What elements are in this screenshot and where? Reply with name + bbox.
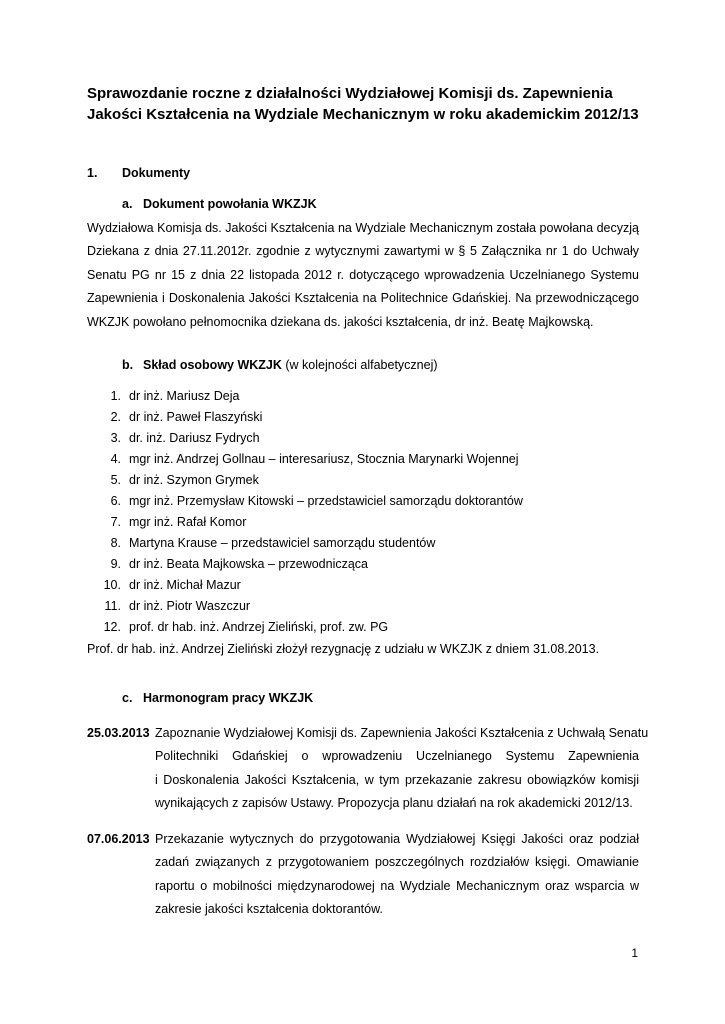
paragraph-line: Wydziałowa Komisja ds. Jakości Kształcenia na Wydziale Mechanicznym została powołana decyzją — [87, 221, 639, 235]
member-name: dr inż. Paweł Flaszyński — [129, 410, 263, 424]
list-number: 4. — [110, 452, 121, 466]
resignation-note: Prof. dr hab. inż. Andrzej Zieliński złożył rezygnację z udziału w WKZJK z dniem 31.08.2013. — [87, 642, 600, 656]
list-number: 3. — [110, 431, 121, 445]
member-name: prof. dr hab. inż. Andrzej Zieliński, prof. zw. PG — [129, 620, 389, 634]
schedule-date: 07.06.2013 — [87, 832, 150, 846]
member-name: dr inż. Piotr Waszczur — [129, 599, 251, 613]
member-name: dr inż. Szymon Grymek — [129, 473, 259, 487]
member-name: dr inż. Mariusz Deja — [129, 389, 240, 403]
member-name: mgr inż. Andrzej Gollnau – interesariusz, Stocznia Marynarki Wojennej — [129, 452, 519, 466]
title-line: Sprawozdanie roczne z działalności Wydziałowej Komisji ds. Zapewnienia — [87, 85, 613, 102]
paragraph-line: Senatu PG nr 15 z dnia 22 listopada 2012 r. dotyczącego wprowadzenia Uczelnianego Systemu — [87, 267, 639, 282]
subsection-marker: b. — [122, 358, 134, 372]
description-line: raportu o mobilności międzynarodowej na Wydziale Mechanicznym oraz wsparcia w — [155, 878, 639, 893]
list-number: 2. — [110, 410, 121, 424]
subsection-heading-note: (w kolejności alfabetycznej) — [281, 358, 438, 372]
description-line: zakresie jakości kształcenia doktorantów. — [155, 902, 383, 917]
list-number: 9. — [110, 557, 121, 571]
member-name: dr inż. Beata Majkowska – przewodnicząca — [129, 557, 369, 571]
subsection-marker: a. — [122, 197, 133, 211]
description-line: Zapoznanie Wydziałowej Komisji ds. Zapewnienia Jakości Kształcenia z Uchwałą Senatu — [155, 726, 649, 740]
schedule-description — [155, 828, 639, 922]
list-number: 11. — [104, 599, 121, 613]
subsection-heading-bold: Skład osobowy WKZJK — [143, 358, 282, 372]
subsection-heading: Harmonogram pracy WKZJK — [143, 691, 314, 705]
subsection-marker: c. — [122, 691, 133, 705]
list-number: 7. — [110, 515, 121, 529]
description-line: zadań związanych z przygotowaniem poszczególnych rozdziałów księgi. Omawianie — [155, 855, 639, 870]
subsection-heading — [143, 354, 438, 377]
member-name: mgr inż. Rafał Komor — [129, 515, 247, 529]
section-number: 1. — [87, 166, 98, 180]
schedule-description — [155, 722, 649, 816]
list-number: 12. — [103, 620, 121, 634]
paragraph-line: WKZJK powołano pełnomocnika dziekana ds. jakości kształcenia, dr inż. Beatę Majkowską. — [87, 314, 594, 329]
list-number: 6. — [110, 494, 121, 508]
page-number: 1 — [631, 946, 638, 960]
member-name: Martyna Krause – przedstawiciel samorządu studentów — [129, 536, 436, 550]
paragraph-line: Zapewnienia i Doskonalenia Jakości Kształcenia na Politechnice Gdańskiej. Na przewodniczącego — [87, 291, 639, 306]
document-title — [87, 83, 647, 125]
appointment-paragraph — [87, 217, 639, 334]
list-number: 10. — [103, 578, 121, 592]
description-line: Przekazanie wytycznych do przygotowania Wydziałowej Księgi Jakości oraz podział — [155, 832, 639, 846]
list-number: 8. — [110, 536, 121, 550]
description-line: i Doskonalenia Jakości Kształcenia, w tym przekazanie zakresu obowiązków komisji — [155, 772, 639, 787]
member-name: mgr inż. Przemysław Kitowski – przedstawiciel samorządu doktorantów — [129, 494, 523, 508]
member-name: dr inż. Michał Mazur — [129, 578, 241, 592]
description-line: Politechniki Gdańskiej o wprowadzeniu Uczelnianego Systemu Zapewnienia — [155, 749, 639, 764]
paragraph-line: Dziekana z dnia 27.11.2012r. zgodnie z wytycznymi zawartymi w § 5 Załącznika nr 1 do Uchwały — [87, 244, 639, 259]
description-line: wynikających z zapisów Ustawy. Propozycja planu działań na rok akademicki 2012/13. — [155, 796, 633, 811]
schedule-date: 25.03.2013 — [87, 726, 150, 740]
section-heading: Dokumenty — [122, 166, 191, 180]
title-line: Jakości Kształcenia na Wydziale Mechanicznym w roku akademickim 2012/13 — [87, 106, 639, 123]
subsection-heading: Dokument powołania WKZJK — [143, 197, 317, 211]
list-number: 1. — [110, 389, 121, 403]
list-number: 5. — [110, 473, 121, 487]
member-name: dr. inż. Dariusz Fydrych — [129, 431, 260, 445]
